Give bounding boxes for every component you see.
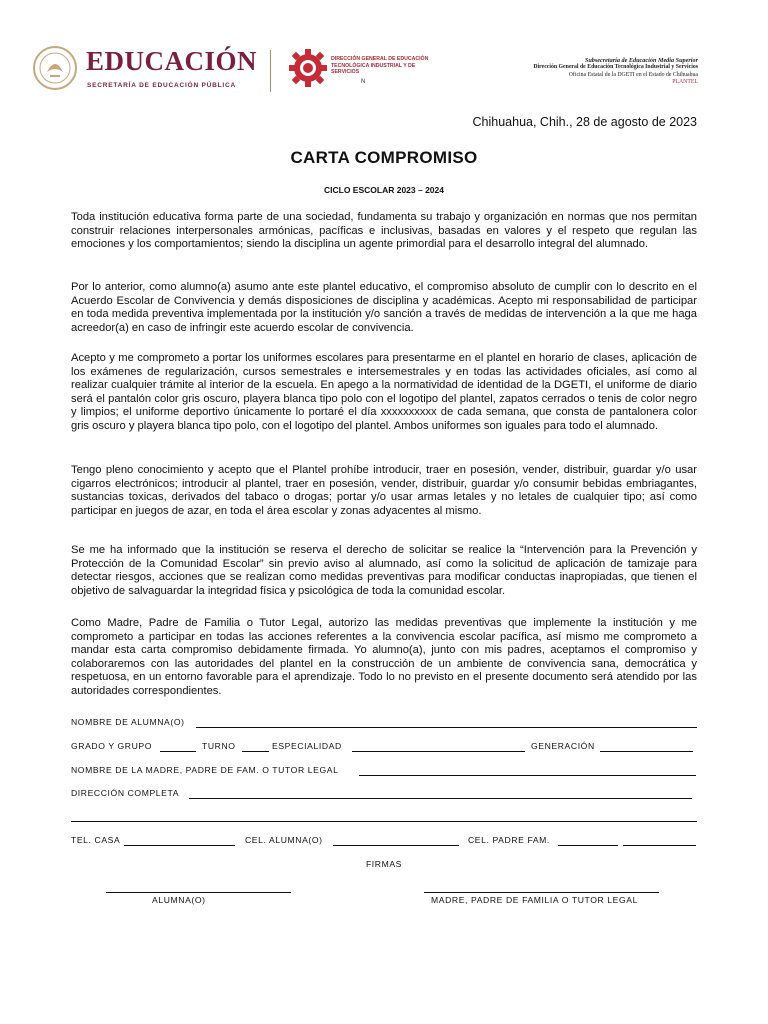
paragraph-3: Acepto y me comprometo a portar los uniformes escolares para presentarme en el plantel en horario de clases, aplicación de los exámenes de regularización, cursos semestrales e intersemestrales y en todas las actividades oficiales, así como al realizar cualquier trámite al interior de la escuela. En apego a la normatividad de identidad de la DGETI, el uniforme de diario será el pantalón color gris oscuro, playera blanca tipo polo con el logotipo del plantel, zapatos cerrados o tenis de color negro y limpios; el uniforme deportivo únicamente lo portaré el día xxxxxxxxxx de cada semana, que consta de pantalonera color gris oscuro y playera blanca tipo polo, con el logotipo del plantel. Ambos uniformes son iguales para todo el alumnado.: [71, 352, 697, 432]
logo-subtitle: SECRETARÍA DE EDUCACIÓN PÚBLICA: [87, 82, 237, 89]
document-date: Chihuahua, Chih., 28 de agosto de 2023: [472, 115, 697, 129]
dgeti-label: [331, 56, 441, 76]
document-title: CARTA COMPROMISO: [290, 148, 478, 167]
student-cell-line[interactable]: [333, 845, 459, 846]
parent-cell-label: CEL. PADRE FAM.: [468, 835, 550, 845]
student-signature-line[interactable]: [106, 892, 291, 893]
school-cycle: CICLO ESCOLAR 2023 – 2024: [324, 185, 444, 195]
guardian-signature-label: MADRE, PADRE DE FAMILIA O TUTOR LEGAL: [431, 895, 639, 905]
address-label: DIRECCIÓN COMPLETA: [71, 788, 180, 798]
generation-line[interactable]: [600, 751, 693, 752]
paragraph-1: Toda institución educativa forma parte de una sociedad, fundamenta su trabajo y organización en normas que nos permitan construir relaciones interpersonales armónicas, pacíficas e inclusivas, basadas en valores y el respeto que regulan las emociones y los comportamientos; siendo la disciplina un agente primordial para el desarrollo integral del alumnado.: [71, 211, 697, 251]
paragraph-6: Como Madre, Padre de Familia o Tutor Legal, autorizo las medidas preventivas que implemente la institución y me comprometo a participar en todas las acciones referentes a la convivencia escolar pacífica, así mismo me comprometo a mandar esta carta compromiso debidamente firmada. Yo alumno(a), junto con mis padres, aceptamos el compromiso y colaboraremos con las autoridades del plantel en la construcción de un ambiente de convivencia sana, democrática y respetuosa, en un entorno favorable para el aprendizaje. Todo lo no previsto en el presente documento será atendido por las autoridades correspondientes.: [71, 617, 697, 697]
address-line[interactable]: [189, 798, 692, 799]
student-name-line[interactable]: [196, 727, 697, 728]
specialty-label: ESPECIALIDAD: [272, 741, 342, 751]
generation-label: GENERACIÓN: [531, 741, 595, 751]
dgeti-line-1: DIRECCIÓN GENERAL DE EDUCACIÓN: [331, 56, 429, 62]
institution-line-2: Dirección General de Educación Tecnológica Industrial y Servicios: [533, 64, 698, 71]
signatures-heading: FIRMAS: [365, 859, 403, 869]
specialty-line[interactable]: [352, 751, 525, 752]
shift-label: TURNO: [202, 741, 236, 751]
letterhead: [0, 0, 768, 110]
institution-line-1: Subsecretaría de Educación Media Superior: [584, 57, 698, 64]
shift-line[interactable]: [242, 751, 269, 752]
header-divider: [270, 50, 271, 92]
guardian-name-label: NOMBRE DE LA MADRE, PADRE DE FAM. O TUTOR LEGAL: [71, 765, 339, 775]
mexico-seal-icon: [32, 42, 78, 92]
dgeti-line-2: TECNOLÓGICA INDUSTRIAL Y DE SERVICIOS: [331, 62, 416, 75]
grade-group-line[interactable]: [160, 751, 196, 752]
student-cell-label: CEL. ALUMNA(O): [245, 835, 323, 845]
parent-cell-line-a[interactable]: [558, 845, 618, 846]
logo-title: EDUCACIÓN: [86, 46, 258, 76]
dgeti-gear-icon: [288, 48, 328, 88]
dgeti-mark: N: [361, 79, 366, 85]
parent-cell-line-b[interactable]: [623, 845, 696, 846]
home-phone-label: TEL. CASA: [71, 835, 121, 845]
student-signature-label: ALUMNA(O): [152, 895, 206, 905]
home-phone-line[interactable]: [124, 845, 235, 846]
guardian-name-line[interactable]: [359, 775, 696, 776]
student-name-label: NOMBRE DE ALUMNA(O): [71, 717, 185, 727]
institution-block: [533, 57, 698, 87]
paragraph-5: Se me ha informado que la institución se reserva el derecho de solicitar se realice la “Intervención para la Prevención y Protección de la Comunidad Escolar” sin previo aviso al alumnado, así como la solicitud de aplicación de tamizaje para detectar riesgos, acciones que se realizan como medidas preventivas para modificar conductas inapropiadas, que tienen el objetivo de salvaguardar la integridad física y psicológica de toda la comunidad escolar.: [71, 544, 697, 597]
institution-line-3: Oficina Estatal de la DGETI en el Estado de Chihuahua: [568, 71, 698, 78]
guardian-signature-line[interactable]: [424, 892, 659, 893]
address-line-2[interactable]: [71, 821, 697, 822]
paragraph-4: Tengo pleno conocimiento y acepto que el Plantel prohíbe introducir, traer en posesión, vender, distribuir, guardar y/o usar cigarros electrónicos; introducir al plantel, traer en posesión, vender, distribuir, guardar y/o consumir bebidas embriagantes, sustancias toxicas, derivados del tabaco o drogas; portar y/o usar armas letales y no letales de cualquier tipo; así como participar en juegos de azar, en toda el área escolar y zonas adyacentes al mismo.: [71, 464, 697, 517]
paragraph-2: Por lo anterior, como alumno(a) asumo ante este plantel educativo, el compromiso absoluto de cumplir con lo descrito en el Acuerdo Escolar de Convivencia y demás disposiciones de disciplina y académicas. Acepto mi responsabilidad de participar en toda medida preventiva implementada por la institución y/o sanción a través de medidas de intervención a la que me haga acreedor(a) en caso de infringir este acuerdo escolar de convivencia.: [71, 281, 697, 334]
grade-group-label: GRADO Y GRUPO: [71, 741, 153, 751]
institution-line-4: PLANTEL: [672, 79, 698, 86]
